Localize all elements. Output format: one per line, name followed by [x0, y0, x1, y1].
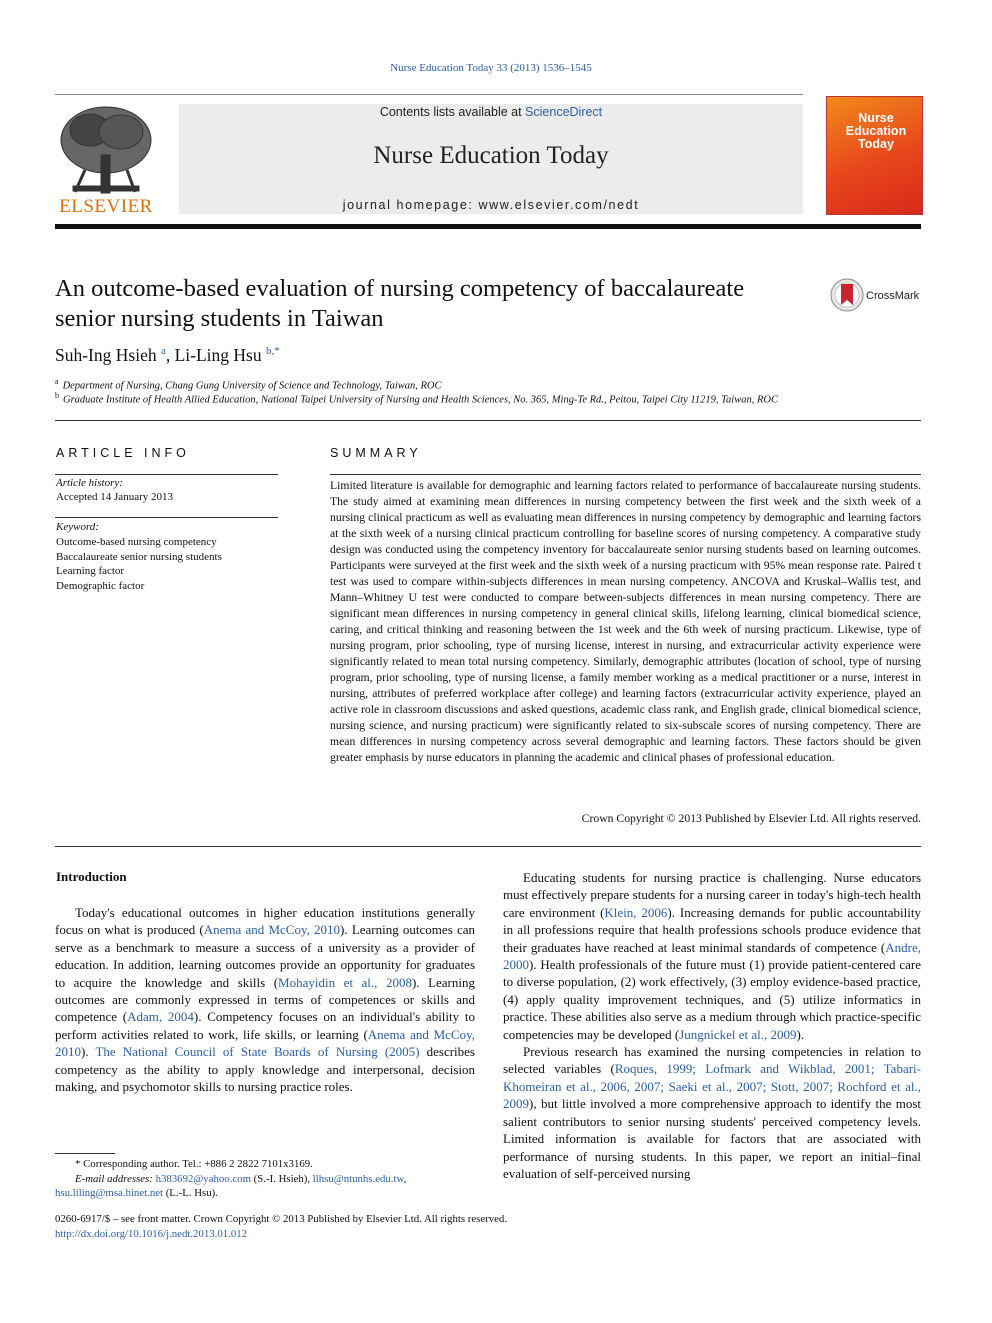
paragraph-text: describes competency as the ability to apply knowledge and interpersonal, decision making, and psychomotor skills to nursing practice roles. [55, 1044, 475, 1095]
header-thick-rule [55, 224, 921, 229]
email-link[interactable]: h383692@yahoo.com [155, 1172, 251, 1185]
keyword-list [56, 535, 222, 593]
citation-link[interactable]: Anema and McCoy, 2010 [203, 922, 341, 938]
article-title-line: An outcome-based evaluation of nursing competency of baccalaureate [55, 275, 745, 302]
author-name: Li-Ling Hsu [174, 345, 262, 365]
affiliation-a [55, 377, 442, 392]
keyword-label: Keyword: [56, 521, 99, 533]
contents-prefix: Contents lists available at [379, 105, 526, 119]
paragraph-text: ). [81, 1044, 96, 1060]
paragraph-text: ). [796, 1026, 805, 1042]
body-column-left [55, 904, 475, 1095]
paragraph-text: Previous research has examined the nursing competencies in relation to selected variables ( [503, 1044, 921, 1077]
introduction-heading: Introduction [56, 869, 127, 884]
citation-link[interactable]: Roques, 1999; Lofmark and Wikblad, 2001; Tabari-Khomeiran et al., 2006, 2007; Saeki et al., 2007; Stott, 2007; Rochford et al., 2009 [503, 1061, 921, 1112]
doi-link[interactable]: http://dx.doi.org/10.1016/j.nedt.2013.01.012 [55, 1228, 248, 1240]
article-title [55, 274, 795, 334]
citation-link[interactable]: Anema and McCoy, 2010 [55, 1026, 475, 1060]
article-history-label: Article history: [56, 477, 123, 489]
cover-word: Nurse [858, 111, 894, 125]
article-info-rule [55, 474, 278, 475]
email-label: E-mail addresses: [75, 1172, 153, 1185]
keyword-item: Outcome-based nursing competency [56, 536, 217, 548]
summary-text: Limited literature is available for demographic and learning factors related to performance of baccalaureate nursing students. The study aimed at examining mean differences in nursing competency between the first week and the sixth week of a nursing clinical practicum as well as evaluating mean differences in nursing competency by demographic and learning factors at the sixth week of a nursing clinical practicum controlling for baseline scores of nursing competency. A comparative study design was conducted using the competency inventory for baccalaureate senior nursing students based on learning outcomes. Participants were surveyed at the first week and the sixth week of a nursing practicum with 95% mean response rate. Paired t test was used to compare within-subjects differences in mean nursing competency. ANCOVA and Kruskal–Wallis test, and Mann–Whitney U test were conducted to compare between-subjects differences in mean nursing competency. There are significant mean differences in nursing competency in general clinical skills, lifelong learning, clinical biomedical science, caring, and critical thinking and reasoning between the 1st week and the 6th week of nursing practicum. Likewise, type of nursing program, prior schooling, type of nursing license, interest in nursing, and extracurricular activity experience were significantly related to mean total nursing competency. Similarly, demographic attributes (location of school, type of nursing program, prior schooling, type of nursing license, a family member working as a medical practitioner or a nurse, interest in nursing, attributes of preferred workplace after college) and learning factors (extracurricular activity experience, played an active role in classroom discussions and asked questions, academic class rank, and English grade, clinical biomedical science, nursing science, and nursing practicum) were significantly related to six-subscale scores of nursing competency. There are mean differences in nursing competency across several demographic and learning factors. These factors should be given greater emphasis by nurse educators in planning the academic and clinical phases of professional education. [330, 479, 921, 764]
paragraph-text: ). Competency focuses on an individual's ability to perform activities related to work, life skills, or learning ( [55, 1009, 475, 1042]
author-name: Suh-Ing Hsieh [55, 345, 157, 365]
author-affiliation-marker[interactable]: b,* [266, 345, 280, 358]
author-affiliation-marker[interactable]: a [160, 345, 166, 358]
affiliation-b [55, 391, 778, 406]
citation-link[interactable]: Mohayidin et al., 2008 [278, 974, 412, 990]
email-link[interactable]: llhsu@ntunhs.edu.tw [312, 1172, 404, 1185]
paragraph-text: ). Learning outcomes can serve as a benchmark to measure a success of a university as a provider of education. In addition, learning outcomes provide an opportunity for graduates to acquire the knowledge and skills ( [55, 922, 475, 990]
sciencedirect-link[interactable]: ScienceDirect [525, 105, 603, 119]
crossmark-icon[interactable] [830, 278, 864, 312]
body-column-right [503, 869, 921, 1182]
summary-rule [330, 474, 921, 475]
journal-title: Nurse Education Today [373, 142, 609, 169]
article-info-heading: ARTICLE INFO [56, 446, 190, 460]
article-title-line: senior nursing students in Taiwan [55, 305, 384, 332]
journal-cover-title [834, 112, 918, 151]
cover-word: Today [858, 137, 894, 151]
paragraph-text: Today's educational outcomes in higher education institutions generally focus on what is produced ( [55, 905, 475, 938]
affiliation-text: Department of Nursing, Chang Gung University of Science and Technology, Taiwan, ROC [62, 380, 442, 392]
header-top-rule [55, 94, 803, 95]
elsevier-wordmark: ELSEVIER [59, 196, 153, 217]
keyword-item: Demographic factor [56, 579, 145, 592]
summary-heading: SUMMARY [330, 446, 422, 460]
citation-link[interactable]: Adam, 2004 [127, 1009, 194, 1025]
crossmark-label[interactable]: CrossMark [866, 290, 920, 302]
accepted-date: Accepted 14 January 2013 [56, 491, 173, 503]
paragraph-text: ). Learning outcomes are commonly expressed in terms of competences or skills and competence ( [55, 974, 475, 1025]
citation-link[interactable]: The National Council of State Boards of Nursing (2005) [95, 1044, 420, 1060]
affiliation-marker: a [55, 377, 59, 386]
email-addresses [55, 1172, 475, 1187]
corresponding-author-note: * Corresponding author. Tel.: +886 2 2822 7101x3169. [75, 1158, 313, 1170]
footnote-rule [55, 1153, 115, 1154]
paragraph-text: ). Increasing demands for public accountability in all professions require that health professions schools produce evidence that their graduates have reached at least minimal standards of competence ( [503, 904, 921, 955]
citation-link[interactable]: Klein, 2006 [604, 904, 668, 920]
paragraph-text: Educating students for nursing practice is challenging. Nurse educators must effectively prepare students for a nursing career in today's high-tech health care environment ( [503, 870, 921, 920]
paragraph-text: ), but little involved a more comprehensive approach to identify the most salient contributors to senior nursing students' perceived competency levels. Limited information is available for factors that are associated with performance of nursing students. In this paper, we report an initial–final evaluation of self-perceived nursing [503, 1096, 921, 1181]
email-owner: (L.-L. Hsu). [163, 1187, 218, 1199]
journal-homepage[interactable]: journal homepage: www.elsevier.com/nedt [342, 198, 640, 212]
summary-copyright: Crown Copyright © 2013 Published by Elsevier Ltd. All rights reserved. [581, 812, 921, 825]
keyword-item: Learning factor [56, 565, 125, 577]
email-link[interactable]: hsu.liling@msa.hinet.net [55, 1187, 164, 1199]
cover-word: Education [845, 124, 907, 138]
affiliation-text: Graduate Institute of Health Allied Education, National Taipei University of Nursing and Health Sciences, No. 365, Ming-Te Rd., Peitou, Taipei City 11219, Taiwan, ROC [63, 394, 778, 406]
affiliation-marker: b [55, 391, 59, 400]
article-info-rule [55, 517, 278, 518]
body-paragraph [503, 869, 921, 1043]
email-addresses-cont [55, 1186, 475, 1201]
journal-reference[interactable]: Nurse Education Today 33 (2013) 1536–1545 [390, 62, 592, 74]
section-rule [55, 846, 921, 847]
body-paragraph [503, 1043, 921, 1182]
citation-link[interactable]: Jungnickel et al., 2009 [679, 1026, 797, 1042]
email-separator: , [403, 1172, 407, 1185]
footnotes [55, 1157, 475, 1201]
body-paragraph [55, 904, 475, 1095]
section-rule [55, 420, 921, 421]
keyword-item: Baccalaureate senior nursing students [56, 550, 222, 563]
email-owner: (S.-I. Hsieh), [250, 1172, 313, 1185]
citation-link[interactable]: Andre, 2000 [503, 939, 921, 973]
paragraph-text: ). Health professionals of the future must (1) provide patient-centered care to diverse population, (2) work effectively, (3) employ evidence-based practice, (4) apply quality improvement techniques, and (5) utilize informatics in practice. These abilities also serve as a medium through which practice-specific competencies may be developed ( [503, 957, 921, 1042]
author-list: Suh-Ing Hsieh $^a$, Li-Ling Hsu $^{b,*}$ [55, 345, 280, 365]
contents-line [179, 105, 803, 119]
issn-line: 0260-6917/$ – see front matter. Crown Copyright © 2013 Published by Elsevier Ltd. All rights reserved. [55, 1213, 508, 1225]
